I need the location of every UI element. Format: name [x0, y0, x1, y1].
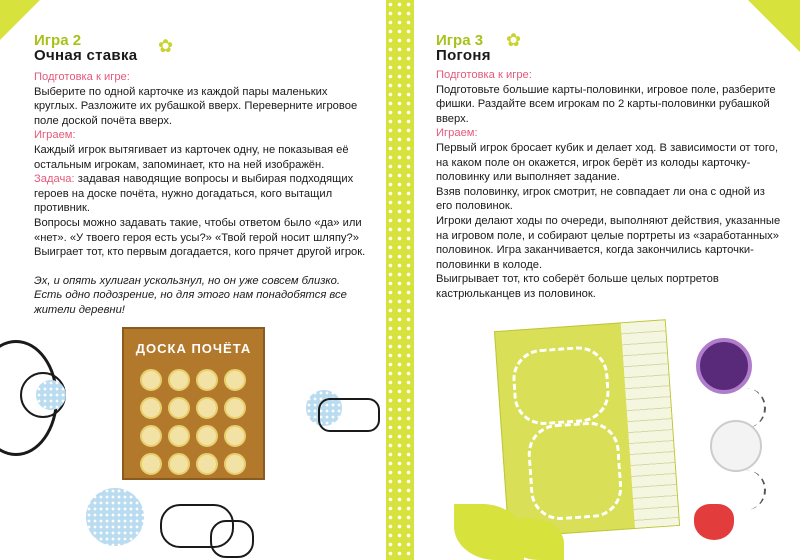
portrait-icon: [196, 369, 218, 391]
half-paragraph: Взяв половинку, игрок смотрит, не совпадает ли она с одной из его половинок.: [436, 185, 765, 213]
portrait-icon: [168, 453, 190, 475]
game-number: Игра 2: [34, 32, 82, 49]
board-path: [526, 420, 624, 522]
portrait-icon: [224, 425, 246, 447]
portrait-icon: [224, 369, 246, 391]
game3-rules: [436, 68, 782, 302]
winner-paragraph: Выиграет тот, кто первым догадается, кого прячет другой игрок.: [34, 246, 366, 259]
prep-text: Выберите по одной карточке из каждой пары маленьких круглых. Разложите их рубашкой вверх. Переверните игровое поле доской почёта вверх.: [34, 85, 358, 127]
play-heading: Играем:: [34, 129, 76, 142]
dice-icon: [710, 420, 762, 472]
card-chip: [36, 380, 66, 410]
left-page: [0, 0, 386, 560]
board-path: [510, 344, 611, 427]
game2-header: [34, 34, 364, 63]
game2-rules: [34, 70, 368, 318]
play-heading: Играем:: [436, 127, 478, 140]
story-paragraph: Эх, и опять хулиган ускользнул, но он уже совсем близко. Есть одно подозрение, но для этого нам понадобятся все жители деревни!: [34, 274, 347, 316]
portrait-icon: [140, 425, 162, 447]
winner-paragraph: Выигрывает тот, кто соберёт больше целых портретов кастрюльканцев из половинок.: [436, 273, 719, 300]
portrait-icon: [168, 425, 190, 447]
game-board-illustration: [494, 319, 680, 537]
right-page: [414, 0, 800, 560]
order-paragraph: Игроки делают ходы по очереди, выполняют действия, указанные на игровом поле, и собирают целые портреты из «заработанных» половинок. Игра заканчивается, когда закончились карточки-половинки в колоде.: [436, 214, 781, 271]
heart-icon: [694, 504, 734, 540]
portrait-icon: [168, 369, 190, 391]
task-text: задавая наводящие вопросы и выбирая подходящих героев на доске почёта, нужно догадаться, кого вытащил противник.: [34, 173, 354, 215]
portrait-icon: [196, 453, 218, 475]
player-pieces-icon: [696, 338, 752, 394]
book-spine: [386, 0, 414, 560]
flower-icon: ✿: [506, 30, 522, 50]
portrait-icon: [224, 453, 246, 475]
portrait-icon: [196, 425, 218, 447]
prep-heading: Подготовка к игре:: [34, 71, 130, 83]
game-title: Погоня: [436, 46, 491, 64]
prep-text: Подготовьте большие карты-половинки, игровое поле, разберите фишки. Раздайте всем игрокам по 2 карты-половинки рубашкой вверх.: [436, 83, 776, 125]
game-title: Очная ставка: [34, 46, 138, 64]
arrow-icon: [744, 470, 766, 510]
turn-paragraph: Первый игрок бросает кубик и делает ход. В зависимости от того, на каком поле он окажется, игрок берёт из колоды карточку-половинку или выполняет задание.: [436, 141, 779, 184]
portrait-icon: [168, 397, 190, 419]
portrait-icon: [140, 369, 162, 391]
task-heading: Задача:: [34, 173, 75, 186]
portrait-icon: [224, 397, 246, 419]
portrait-icon: [140, 397, 162, 419]
play-text: Каждый игрок вытягивает из карточек одну, не показывая её остальным игрокам, запоминает, кто на ней изображён.: [34, 143, 349, 171]
board-title: ДОСКА ПОЧЁТА: [135, 341, 252, 356]
flower-icon: ✿: [158, 36, 174, 56]
portrait-icon: [140, 453, 162, 475]
game3-header: [436, 34, 776, 63]
game-number: Игра 3: [436, 32, 484, 49]
board-legend: [621, 320, 679, 528]
task-paragraph: [34, 172, 368, 216]
card-chip: [86, 488, 144, 546]
honor-board-illustration: [122, 327, 265, 480]
hand-doodle: [318, 398, 380, 432]
prep-heading: Подготовка к игре:: [436, 69, 532, 81]
questions-paragraph: Вопросы можно задавать такие, чтобы ответом было «да» или «нет». «У твоего героя есть усы?» «Твой герой носит шляпу?»: [34, 216, 362, 244]
hand-doodle: [210, 520, 254, 558]
portrait-icon: [196, 397, 218, 419]
